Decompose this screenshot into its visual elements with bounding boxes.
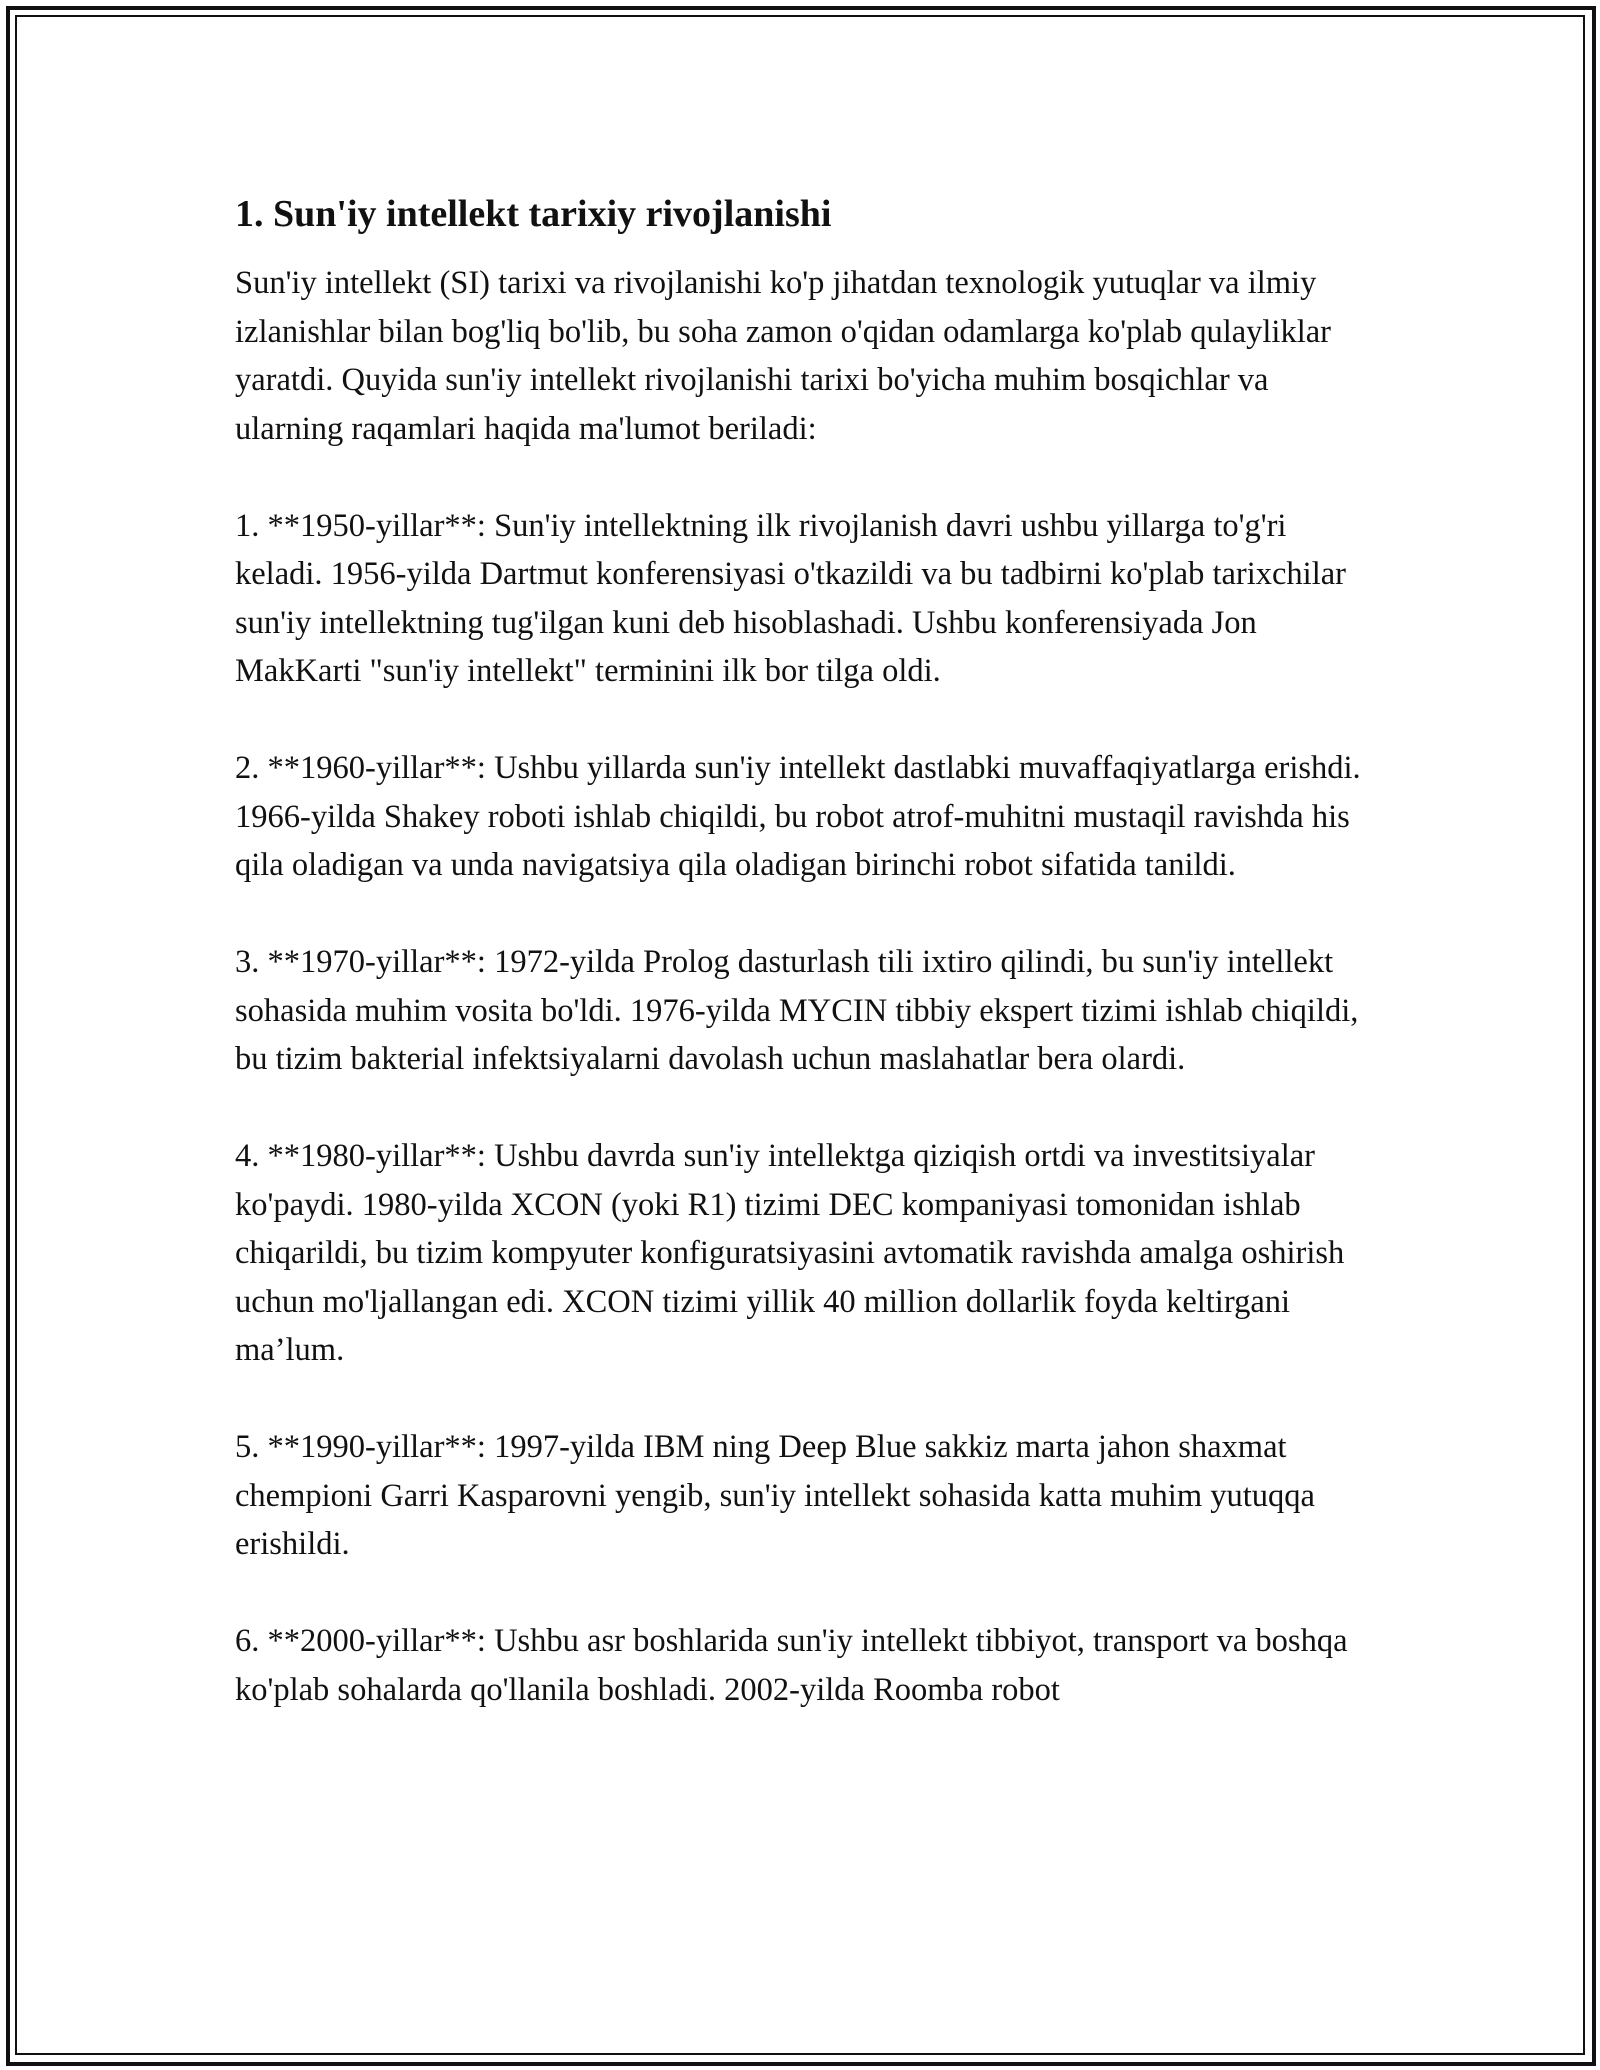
list-item: 3. **1970-yillar**: 1972-yilda Prolog dasturlash tili ixtiro qilindi, bu sun'iy intellekt sohasida muhim vosita bo'ldi. 1976-yilda MYCIN tibbiy ekspert tizimi ishlab chiqildi, bu tizim bakterial infektsiyalarni davolash uchun maslahatlar bera olardi. — [235, 944, 1359, 1077]
section-heading: 1. Sun'iy intellekt tarixiy rivojlanishi — [235, 193, 832, 235]
list-item: 6. **2000-yillar**: Ushbu asr boshlarida sun'iy intellekt tibbiyot, transport va boshqa ko'plab sohalarda qo'llanila boshladi. 2002-yilda Roomba robot — [235, 1623, 1348, 1708]
list-item: 1. **1950-yillar**: Sun'iy intellektning ilk rivojlanish davri ushbu yillarga to'g'ri keladi. 1956-yilda Dartmut konferensiyasi o'tkazildi va bu tadbirni ko'plab tarixchilar sun'iy intellektning tug'ilgan kuni deb hisoblashadi. Ushbu konferensiyada Jon MakKarti "sun'iy intellekt" terminini ilk bor tilga oldi. — [235, 507, 1346, 689]
intro-paragraph: Sun'iy intellekt (SI) tarixi va rivojlanishi ko'p jihatdan texnologik yutuqlar va ilmiy izlanishlar bilan bog'liq bo'lib, bu soha zamon o'qidan odamlarga ko'plab qulayliklar yaratdi. Quyida sun'iy intellekt rivojlanishi tarixi bo'yicha muhim bosqichlar va ularning raqamlari haqida ma'lumot beriladi: — [235, 265, 1331, 447]
list-item: 4. **1980-yillar**: Ushbu davrda sun'iy intellektga qiziqish ortdi va investitsiyalar ko'paydi. 1980-yilda XCON (yoki R1) tizimi DEC kompaniyasi tomonidan ishlab chiqarildi, bu tizim kompyuter konfiguratsiyasini avtomatik ravishda amalga oshirish uchun mo'ljallangan edi. XCON tizimi yillik 40 million dollarlik foyda keltirgani ma’lum. — [235, 1138, 1345, 1368]
list-item: 5. **1990-yillar**: 1997-yilda IBM ning Deep Blue sakkiz marta jahon shaxmat chempioni Garri Kasparovni yengib, sun'iy intellekt sohasida katta muhim yutuqqa erishildi. — [235, 1429, 1315, 1562]
document-body — [235, 187, 1375, 1714]
list-item: 2. **1960-yillar**: Ushbu yillarda sun'iy intellekt dastlabki muvaffaqiyatlarga erishdi. 1966-yilda Shakey roboti ishlab chiqildi, bu robot atrof-muhitni mustaqil ravishda his qila oladigan va unda navigatsiya qila oladigan birinchi robot sifatida tanildi. — [235, 750, 1361, 883]
